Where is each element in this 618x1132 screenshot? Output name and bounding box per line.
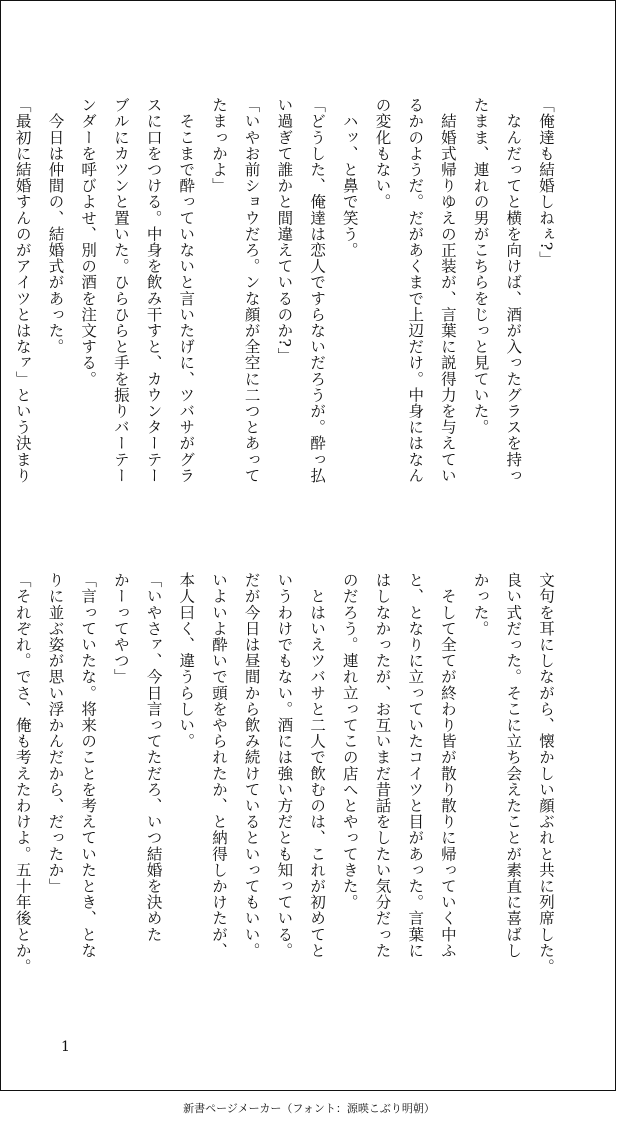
- text-line: のだろう。連れ立ってこの店へとやってきた。: [340, 572, 359, 911]
- text-line: ンダーを呼びよせ、別の酒を注文する。: [79, 97, 98, 387]
- text-line: ブルにカツンと置いた。ひらひらと手を振りバーテー: [111, 97, 130, 484]
- text-line: 「それぞれ。でさ、俺も考えたわけよ。五十年後とか。: [13, 572, 32, 975]
- text-line: いうわけでもない。酒には強い方だとも知っている。: [275, 572, 294, 959]
- text-column-bottom: [13, 572, 562, 1002]
- text-line: そこまで酔っていないと言いたげに、ツバサがグラ: [177, 97, 196, 484]
- text-line: 「最初に結婚すんのがアイツとはなァ」という決まり: [13, 97, 32, 484]
- text-line: 本人曰く、違うらしい。: [177, 572, 196, 750]
- text-line: と、となりに立っていたコイツと目があった。言葉に: [406, 572, 425, 959]
- text-line: たまま、連れの男がこちらをじっと見ていた。: [471, 97, 490, 436]
- text-line: の変化もない。: [373, 97, 392, 210]
- text-line: 文句を耳にしながら、懐かしい顔ぶれと共に列席した。: [537, 572, 555, 975]
- text-line: そして全てが終わり皆が散り散りに帰っていく中ふ: [438, 572, 457, 959]
- text-line: りに並ぶ姿が思い浮かんだから、だったか」: [46, 572, 65, 894]
- page-number: 1: [61, 1039, 70, 1055]
- text-line: ハッ、と鼻で笑う。: [340, 97, 359, 258]
- text-line: るかのようだ。だがあくまで上辺だけ。中身にはなん: [406, 97, 425, 484]
- text-line: かった。: [471, 572, 490, 637]
- text-line: い過ぎて誰かと間違えているのか?」: [275, 97, 294, 364]
- text-line: いよいよ酔いで頭をやられたか、と納得しかけたが、: [209, 572, 228, 959]
- text-line: 結婚式帰りゆえの正装が、言葉に説得力を与えてい: [438, 97, 457, 484]
- text-line: とはいえツバサと二人で飲むのは、これが初めてと: [308, 572, 327, 959]
- text-line: 「言っていたな。将来のことを考えていたとき、とな: [79, 572, 98, 959]
- text-line: 今日は仲間の、結婚式があった。: [46, 97, 65, 355]
- text-line: かーってやつ」: [111, 572, 130, 685]
- footer-caption: 新書ページメーカー（フォント：源暎こぶり明朝）: [183, 1102, 435, 1115]
- text-line: スに口をつける。中身を飲み干すと、カウンターテー: [144, 97, 163, 484]
- text-line: 良い式だった。そこに立ち会えたことが素直に喜ばし: [504, 572, 523, 959]
- text-line: だが今日は昼間から飲み続けているといってもいい。: [242, 572, 261, 959]
- text-line: 「いやお前ショウだろ。ンな顔が全空に二つとあって: [242, 97, 261, 484]
- text-line: たまっかよ」: [209, 97, 228, 194]
- text-line: なんだってと横を向けば、酒が入ったグラスを持っ: [504, 97, 523, 484]
- text-line: 「俺達も結婚しねぇ?」: [537, 97, 555, 267]
- text-line: はしなかったが、お互いまだ昔話をしたい気分だった: [373, 572, 392, 959]
- text-line: 「いやさァ、今日言ってただろ、いつ結婚を決めた: [144, 572, 163, 943]
- text-line: 「どうした、俺達は恋人ですらないだろうが。酔っ払: [308, 97, 327, 484]
- text-column-top: [13, 97, 562, 527]
